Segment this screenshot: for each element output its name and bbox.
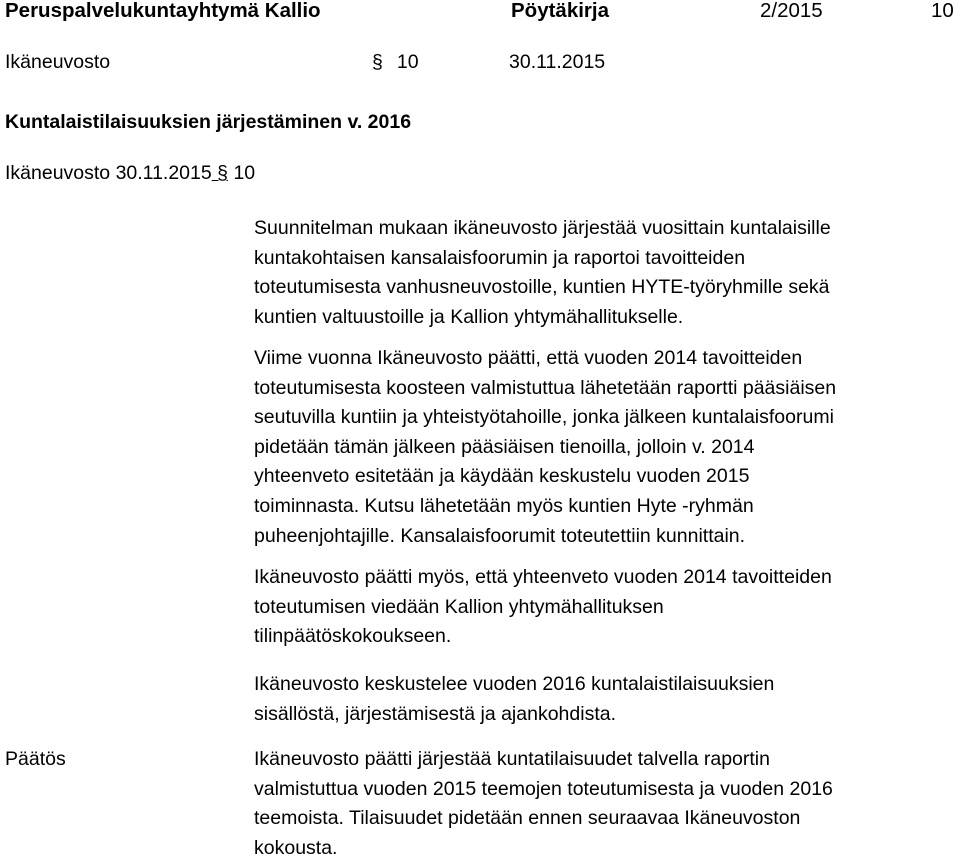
text-line: Ikäneuvosto päätti myös, että yhteenveto vuoden 2014 tavoitteiden bbox=[254, 566, 832, 588]
item-reference bbox=[5, 162, 255, 185]
meeting-date: 30.11.2015 bbox=[509, 51, 606, 73]
paragraph-background bbox=[254, 214, 954, 332]
organization-name: Peruspalvelukuntayhtymä Kallio bbox=[5, 0, 321, 22]
text-line: seutuvilla kuntiin ja yhteistyötahoille, jonka jälkeen kuntalaisfoorumi bbox=[254, 406, 834, 429]
paragraph-summary bbox=[254, 563, 954, 652]
decision-label: Päätös bbox=[5, 748, 66, 770]
text-line: teemoista. Tilaisuudet pidetään ennen seuraavaa Ikäneuvoston bbox=[254, 807, 801, 830]
text-line: toteutumisesta vanhusneuvostoille, kuntien HYTE-työryhmille sekä bbox=[254, 276, 830, 299]
text-line: pidetään tämän jälkeen pääsiäisen tienoilla, jolloin v. 2014 bbox=[254, 435, 755, 458]
text-line: toteutumisesta koosteen valmistuttua lähetetään raportti pääsiäisen bbox=[254, 376, 837, 399]
body-name: Ikäneuvosto bbox=[5, 51, 111, 73]
page-number: 10 bbox=[931, 0, 954, 22]
document-number: 2/2015 bbox=[760, 0, 823, 22]
section-sign-icon: § bbox=[217, 162, 229, 184]
document-type: Pöytäkirja bbox=[511, 0, 609, 22]
item-title: Kuntalaistilaisuuksien järjestäminen v. 2016 bbox=[5, 111, 412, 133]
reference-section bbox=[212, 162, 228, 184]
text-line: kuntakohtaisen kansalaisfoorumin ja raportoi tavoitteiden bbox=[254, 246, 746, 269]
text-line: toiminnasta. Kutsu lähetetään myös kuntien Hyte -ryhmän bbox=[254, 494, 754, 517]
text-line: Ikäneuvosto keskustelee vuoden 2016 kuntalaistilaisuuksien bbox=[254, 673, 775, 695]
section-number: 10 bbox=[396, 51, 419, 73]
section-sign-icon: § bbox=[372, 51, 383, 73]
text-line: kokousta. bbox=[254, 836, 338, 859]
text-line: Ikäneuvosto päätti järjestää kuntatilaisuudet talvella raportin bbox=[254, 748, 770, 770]
text-line: toteutumisen viedään Kallion yhtymähallituksen bbox=[254, 595, 664, 618]
text-line: tilinpäätöskokoukseen. bbox=[254, 625, 452, 648]
paragraph-previous-year bbox=[254, 344, 954, 551]
text-line: Viime vuonna Ikäneuvosto päätti, että vuoden 2014 tavoitteiden bbox=[254, 347, 803, 369]
text-line: Suunnitelman mukaan ikäneuvosto järjestää vuosittain kuntalaisille bbox=[254, 217, 831, 239]
text-line: kuntien valtuustoille ja Kallion yhtymähallitukselle. bbox=[254, 305, 684, 328]
section-marker bbox=[372, 51, 419, 74]
text-line: puheenjohtajille. Kansalaisfoorumit toteutettiin kunnittain. bbox=[254, 524, 746, 547]
reference-section-number: 10 bbox=[233, 162, 256, 184]
text-line: valmistuttua vuoden 2015 teemojen toteutumisesta ja vuoden 2016 bbox=[254, 777, 833, 800]
decision-text bbox=[254, 745, 954, 863]
reference-body-date: Ikäneuvosto 30.11.2015 bbox=[5, 162, 212, 184]
paragraph-discussion bbox=[254, 670, 954, 729]
text-line: yhteenveto esitetään ja käydään keskustelu vuoden 2015 bbox=[254, 465, 750, 488]
text-line: sisällöstä, järjestämisestä ja ajankohdista. bbox=[254, 702, 617, 725]
